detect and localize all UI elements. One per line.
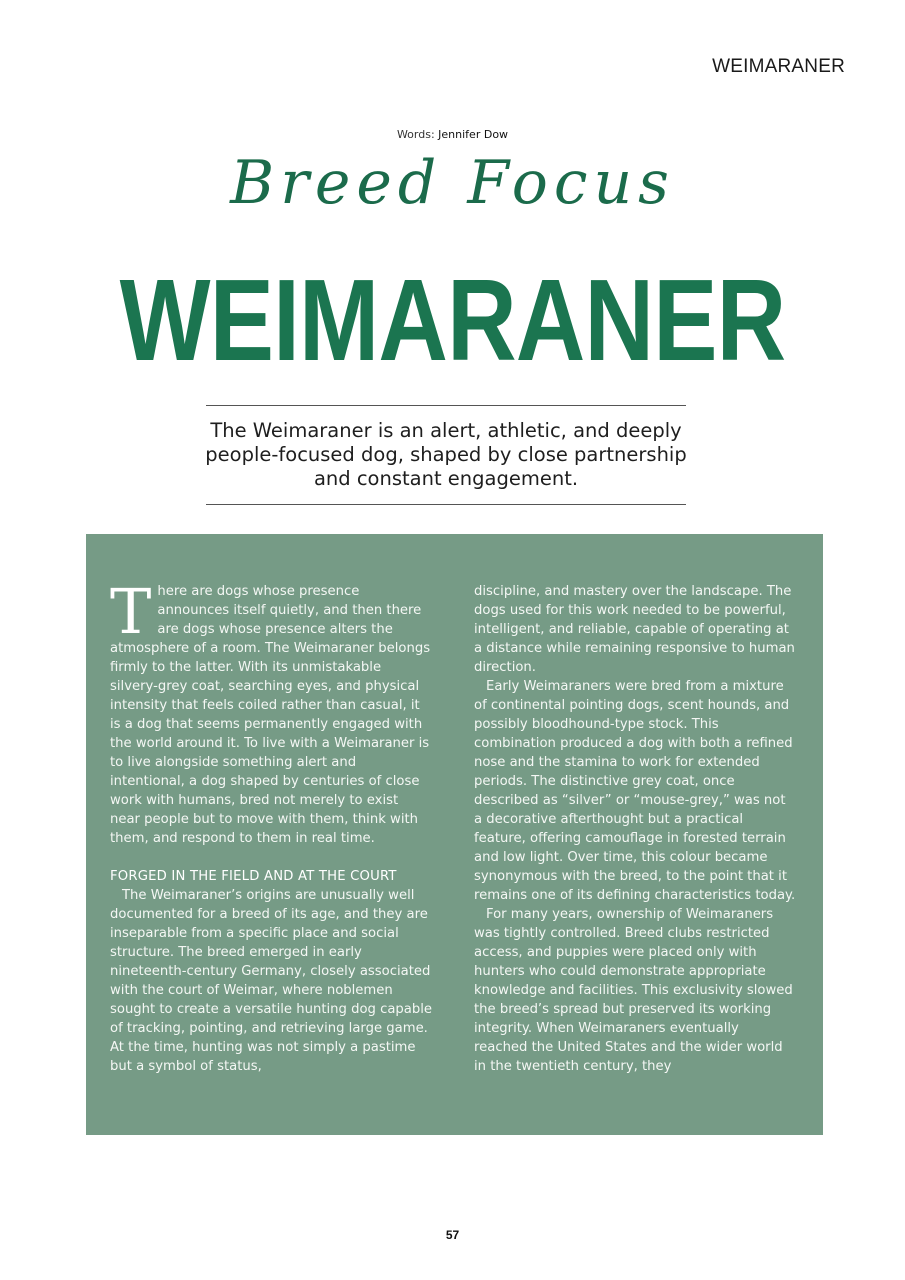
kicker-script-title: Breed Focus xyxy=(230,148,675,218)
drop-cap: T xyxy=(110,575,152,648)
body-paragraph-2-continued: discipline, and mastery over the landscape. The dogs used for this work needed to be powerful, intelligent, and reliable, capable of operating at a distance while remaining responsive to human direction. xyxy=(474,584,795,675)
headline: WEIMARANER xyxy=(119,255,786,385)
article-column-left xyxy=(110,575,433,1076)
article-panel xyxy=(86,534,823,1135)
intro-paragraph xyxy=(110,575,432,848)
body-paragraph-3: Early Weimaraners were bred from a mixture of continental pointing dogs, scent hounds, and possibly bloodhound-type stock. This combination produced a dog with both a refined nose and the stamina to work for extended periods. The distinctive grey coat, once described as “silver” or “mouse-grey,” was not a decorative afterthought but a practical feature, offering camouflage in forested terrain and low light. Over time, this colour became synonymous with the breed, to the point that it remains one of its defining characteristics today. xyxy=(474,679,796,903)
byline xyxy=(0,128,905,141)
page-number: 57 xyxy=(445,1228,460,1242)
body-paragraph-2: The Weimaraner’s origins are unusually well documented for a breed of its age, and they are inseparable from a specific place and social structure. The breed emerged in early nineteenth-century Germany, closely associated with the court of Weimar, where noblemen sought to create a versatile hunting dog capable of tracking, pointing, and retrieving large game. At the time, hunting was not simply a pastime but a symbol of status, xyxy=(110,888,433,1074)
intro-text: here are dogs whose presence announces itself quietly, and then there are dogs whose presence alters the atmosphere of a room. The Weimaraner belongs firmly to the latter. With its unmistakable silvery-grey coat, searching eyes, and physical intensity that feels coiled rather than casual, it is a dog that seems permanently engaged with the world around it. To live with a Weimaraner is to live alongside something alert and intentional, a dog shaped by centuries of close work with humans, bred not merely to exist near people but to move with them, think with them, and respond to them in real time. xyxy=(110,584,431,846)
standfirst: The Weimaraner is an alert, athletic, and deeply people-focused dog, shaped by close partnership and constant engagement. xyxy=(205,419,687,490)
byline-label: Words: xyxy=(396,128,439,141)
subheading: FORGED IN THE FIELD AND AT THE COURT xyxy=(110,869,397,884)
standfirst-rule-bottom xyxy=(206,504,686,505)
section-tag: WEIMARANER xyxy=(712,56,845,77)
standfirst-rule-top xyxy=(206,405,686,406)
body-paragraph-4: For many years, ownership of Weimaraners was tightly controlled. Breed clubs restricted access, and puppies were placed only with hunters who could demonstrate appropriate knowledge and facilities. This exclusivity slowed the breed’s spread but preserved its working integrity. When Weimaraners eventually reached the United States and the wider world in the twentieth century, they xyxy=(474,907,793,1074)
article-column-right xyxy=(474,582,796,1076)
byline-author: Jennifer Dow xyxy=(438,128,509,141)
